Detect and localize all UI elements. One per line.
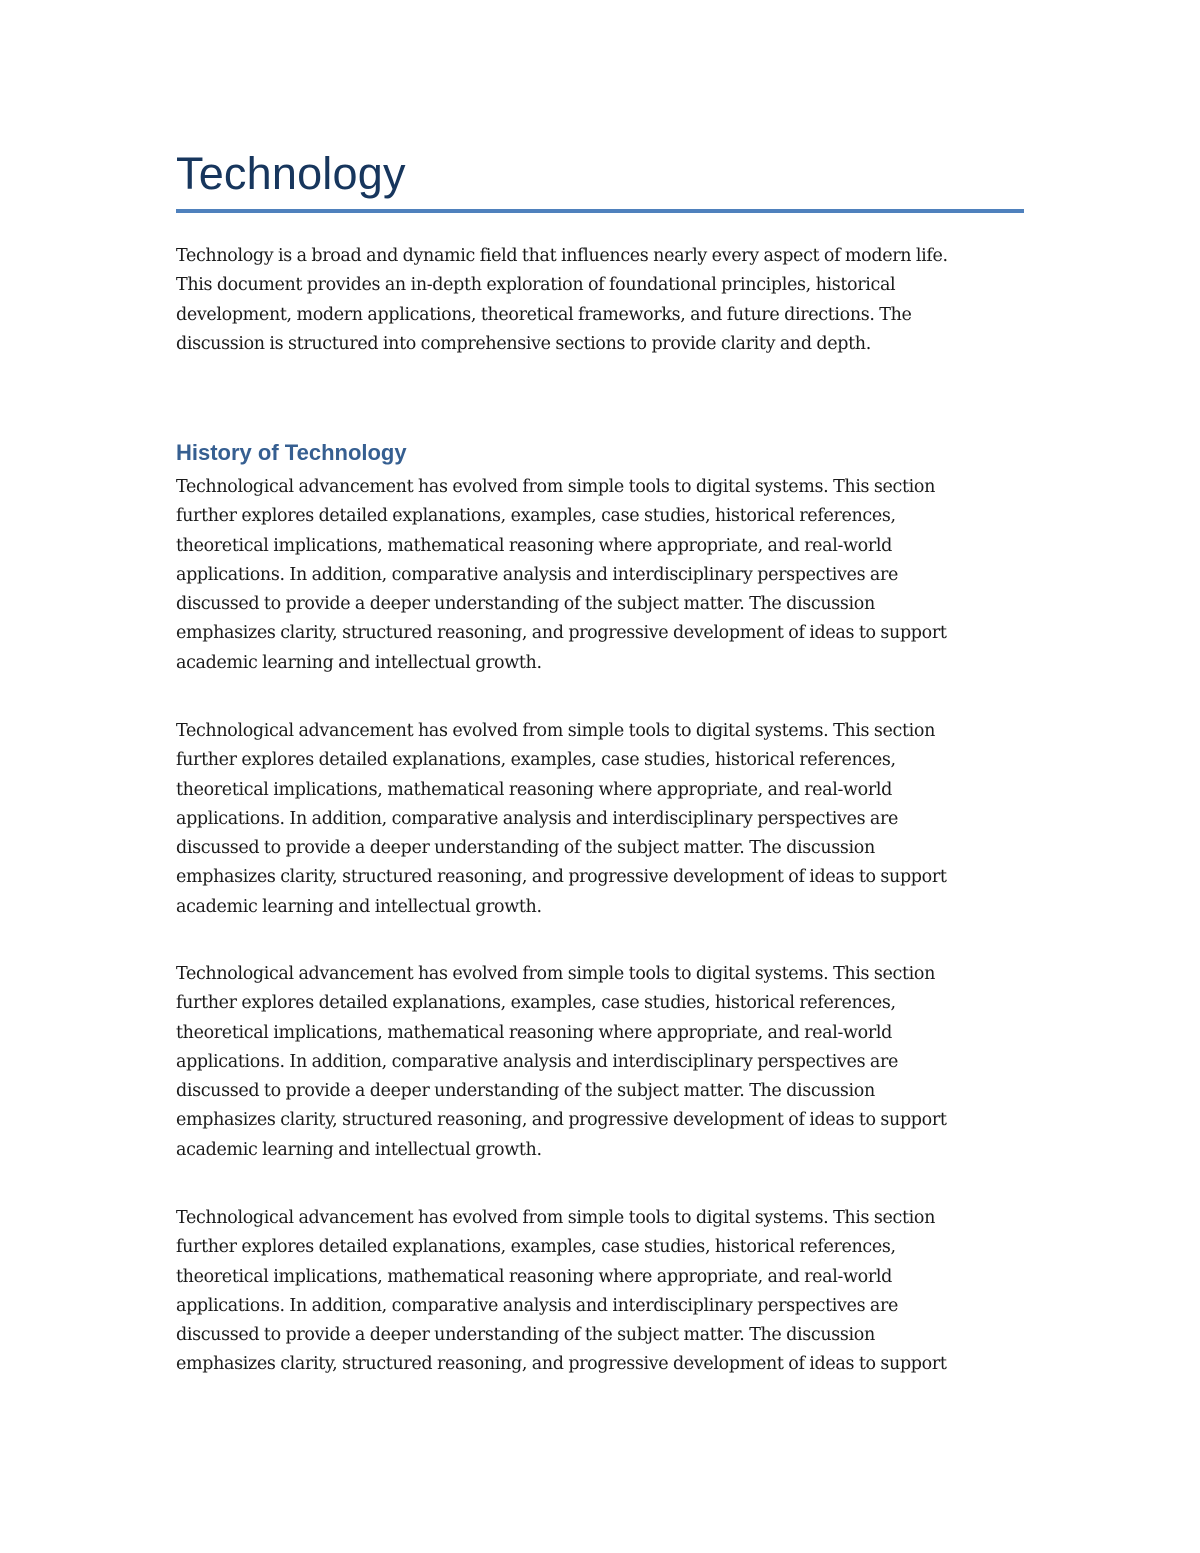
paragraph-line: emphasizes clarity, structured reasoning, and progressive development of ideas to support (176, 1110, 947, 1131)
intro-paragraph (176, 242, 948, 359)
paragraph-line: applications. In addition, comparative analysis and interdisciplinary perspectives are (176, 808, 899, 829)
paragraph-line: academic learning and intellectual growth. (176, 1139, 542, 1160)
paragraph-line: discussed to provide a deeper understanding of the subject matter. The discussion (176, 594, 875, 615)
body-paragraph (176, 717, 947, 922)
paragraph-line: academic learning and intellectual growth. (176, 896, 542, 917)
paragraph-line: further explores detailed explanations, examples, case studies, historical references, (176, 506, 896, 527)
paragraph-line: further explores detailed explanations, examples, case studies, historical references, (176, 750, 896, 771)
paragraph-line: emphasizes clarity, structured reasoning, and progressive development of ideas to support (176, 1354, 947, 1375)
intro-line: This document provides an in-depth exploration of foundational principles, historical (176, 275, 896, 296)
paragraph-line: further explores detailed explanations, examples, case studies, historical references, (176, 1237, 896, 1258)
paragraph-line: discussed to provide a deeper understanding of the subject matter. The discussion (176, 1325, 875, 1346)
paragraph-line: applications. In addition, comparative analysis and interdisciplinary perspectives are (176, 564, 899, 585)
paragraph-line: applications. In addition, comparative analysis and interdisciplinary perspectives are (176, 1295, 899, 1316)
paragraph-line: emphasizes clarity, structured reasoning, and progressive development of ideas to support (176, 623, 947, 644)
paragraph-line: further explores detailed explanations, examples, case studies, historical references, (176, 993, 896, 1014)
document-title: Technology (176, 148, 406, 199)
paragraph-line: theoretical implications, mathematical reasoning where appropriate, and real-world (176, 779, 892, 800)
intro-line: discussion is structured into comprehensive sections to provide clarity and depth. (176, 333, 871, 354)
title-underline-rule (176, 209, 1024, 213)
intro-line: Technology is a broad and dynamic field that influences nearly every aspect of modern life. (176, 246, 948, 266)
body-paragraph (176, 960, 947, 1165)
paragraph-line: Technological advancement has evolved from simple tools to digital systems. This section (176, 1208, 936, 1228)
paragraph-line: academic learning and intellectual growth. (176, 652, 542, 673)
paragraph-line: theoretical implications, mathematical reasoning where appropriate, and real-world (176, 535, 892, 556)
intro-line: development, modern applications, theoretical frameworks, and future directions. The (176, 304, 912, 325)
paragraph-line: discussed to provide a deeper understanding of the subject matter. The discussion (176, 1081, 875, 1102)
paragraph-line: Technological advancement has evolved from simple tools to digital systems. This section (176, 964, 936, 984)
paragraph-line: emphasizes clarity, structured reasoning, and progressive development of ideas to support (176, 867, 947, 888)
paragraph-line: Technological advancement has evolved from simple tools to digital systems. This section (176, 721, 936, 741)
paragraph-line: Technological advancement has evolved from simple tools to digital systems. This section (176, 477, 936, 497)
paragraph-line: discussed to provide a deeper understanding of the subject matter. The discussion (176, 838, 875, 859)
paragraph-line: applications. In addition, comparative analysis and interdisciplinary perspectives are (176, 1051, 899, 1072)
paragraph-line: theoretical implications, mathematical reasoning where appropriate, and real-world (176, 1022, 892, 1043)
section-heading: History of Technology (176, 440, 407, 465)
paragraph-line: theoretical implications, mathematical reasoning where appropriate, and real-world (176, 1266, 892, 1287)
body-paragraph (176, 1204, 947, 1380)
body-paragraph (176, 473, 947, 678)
